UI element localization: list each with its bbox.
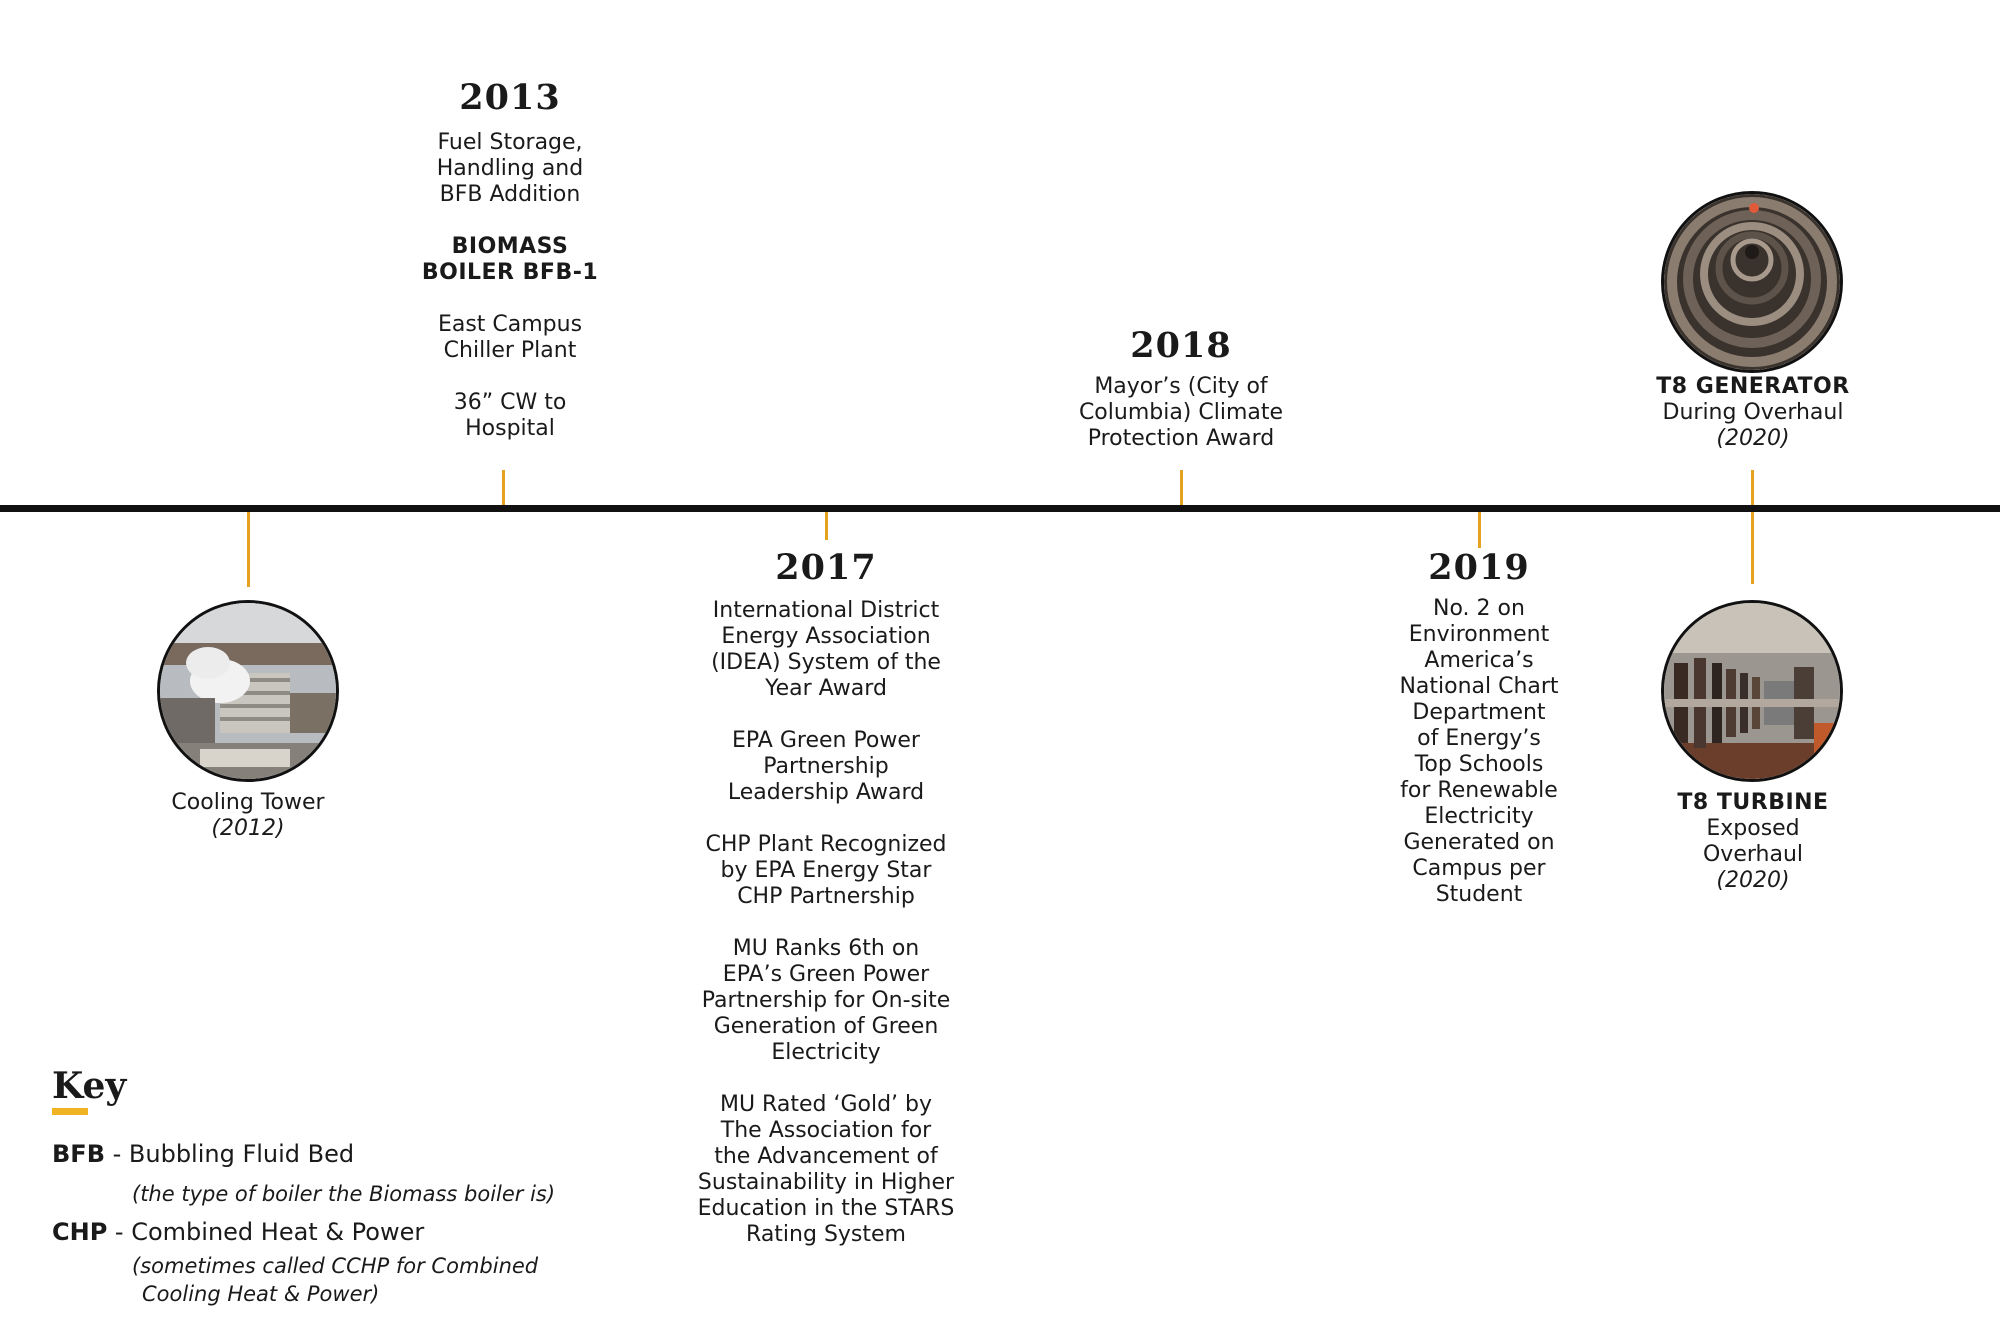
- event-line: Leadership Award: [727, 780, 925, 805]
- event-line: Top Schools: [1414, 752, 1544, 777]
- event-line: of Energy’s: [1417, 726, 1541, 751]
- event-year: 2019: [1428, 547, 1530, 588]
- photo-year: (2020): [1716, 868, 1790, 893]
- event-line: Education in the STARS: [697, 1196, 955, 1221]
- t8-generator-caption: [1622, 374, 1884, 452]
- event-text: [666, 1092, 986, 1248]
- event-line: MU Ranks 6th on: [732, 936, 920, 961]
- event-2013: [380, 78, 640, 442]
- event-line: the Advancement of: [714, 1144, 938, 1169]
- event-2019: [1359, 548, 1599, 908]
- event-text: [666, 728, 986, 806]
- event-line: Fuel Storage,: [437, 130, 583, 155]
- tick-2020-turbine: [1751, 512, 1754, 584]
- event-line: Campus per: [1412, 856, 1546, 881]
- key-abbr: BFB: [52, 1140, 105, 1168]
- event-line: 36” CW to: [453, 390, 567, 415]
- photo-label: Exposed: [1706, 816, 1800, 841]
- photo-label: Overhaul: [1702, 842, 1803, 867]
- t8-turbine-caption: [1622, 790, 1884, 894]
- event-line: Year Award: [765, 676, 887, 701]
- event-line: Student: [1435, 882, 1523, 907]
- event-2017: [666, 548, 986, 1248]
- event-line: BOILER BFB-1: [421, 260, 599, 285]
- key-row-chp: [52, 1218, 424, 1246]
- tick-2012: [247, 512, 250, 587]
- event-line: Electricity: [771, 1040, 881, 1065]
- key-note: (sometimes called CCHP for Combined: [132, 1254, 539, 1278]
- event-line: MU Rated ‘Gold’ by: [719, 1092, 933, 1117]
- event-line: EPA’s Green Power: [722, 962, 930, 987]
- event-line: (IDEA) System of the: [711, 650, 941, 675]
- event-line: Protection Award: [1087, 426, 1275, 451]
- tick-2017: [825, 512, 828, 540]
- event-text: [1359, 596, 1599, 908]
- tick-2018: [1180, 470, 1183, 505]
- event-line: Columbia) Climate: [1078, 400, 1284, 425]
- t8-generator-image: [1664, 194, 1840, 370]
- event-line: BFB Addition: [439, 182, 581, 207]
- event-text: [1041, 374, 1321, 452]
- key-title: Key: [52, 1065, 127, 1107]
- event-text: [380, 312, 640, 364]
- t8-turbine-image: [1664, 603, 1840, 779]
- event-line: International District: [712, 598, 940, 623]
- event-text: [380, 390, 640, 442]
- event-line: Mayor’s (City of: [1094, 374, 1268, 399]
- event-line: for Renewable: [1400, 778, 1558, 803]
- event-line: Rating System: [746, 1222, 906, 1247]
- photo-label: Cooling Tower: [171, 790, 325, 815]
- event-line: National Chart: [1399, 674, 1559, 699]
- event-line: BIOMASS: [451, 234, 569, 259]
- event-line: Electricity: [1424, 804, 1534, 829]
- event-line: by EPA Energy Star: [720, 858, 932, 883]
- photo-title: T8 GENERATOR: [1656, 374, 1850, 399]
- timeline-axis: [0, 505, 2000, 512]
- event-line: East Campus: [437, 312, 583, 337]
- event-2018: [1041, 326, 1321, 452]
- event-text-bold: [380, 234, 640, 286]
- key-definition: - Combined Heat & Power: [107, 1218, 425, 1246]
- event-line: The Association for: [720, 1118, 932, 1143]
- event-text: [380, 130, 640, 208]
- event-line: Generation of Green: [713, 1014, 939, 1039]
- key-row-bfb: [52, 1140, 354, 1168]
- t8-turbine-photo: [1661, 600, 1843, 782]
- key-note: (the type of boiler the Biomass boiler is): [132, 1182, 556, 1206]
- event-year: 2013: [459, 77, 561, 118]
- key-definition: - Bubbling Fluid Bed: [104, 1140, 355, 1168]
- event-year: 2017: [775, 547, 877, 588]
- event-line: America’s: [1424, 648, 1534, 673]
- event-text: [666, 936, 986, 1066]
- cooling-tower-caption: [127, 790, 369, 842]
- cooling-tower-image: [160, 603, 336, 779]
- event-line: Hospital: [465, 416, 555, 441]
- t8-generator-photo: [1661, 191, 1843, 373]
- key-note: Cooling Heat & Power): [142, 1282, 380, 1306]
- event-line: Energy Association: [721, 624, 931, 649]
- event-line: Handling and: [436, 156, 584, 181]
- photo-year: (2020): [1716, 426, 1790, 451]
- event-line: No. 2 on: [1433, 596, 1525, 621]
- tick-2013: [502, 470, 505, 505]
- event-line: Department: [1412, 700, 1546, 725]
- key-underline: [52, 1108, 88, 1115]
- cooling-tower-photo: [157, 600, 339, 782]
- photo-label: During Overhaul: [1662, 400, 1844, 425]
- event-line: EPA Green Power: [732, 728, 920, 753]
- tick-2019: [1478, 512, 1481, 548]
- event-line: Sustainability in Higher: [697, 1170, 955, 1195]
- event-line: Environment: [1408, 622, 1550, 647]
- event-text: [666, 832, 986, 910]
- event-line: Partnership for On-site: [701, 988, 951, 1013]
- photo-year: (2012): [211, 816, 285, 841]
- photo-title: T8 TURBINE: [1677, 790, 1829, 815]
- key-abbr: CHP: [52, 1218, 108, 1246]
- event-line: Partnership: [763, 754, 889, 779]
- event-line: Generated on: [1403, 830, 1555, 855]
- event-text: [666, 598, 986, 702]
- event-line: CHP Plant Recognized: [705, 832, 947, 857]
- event-line: CHP Partnership: [737, 884, 915, 909]
- tick-2020-generator: [1751, 470, 1754, 505]
- event-year: 2018: [1130, 325, 1232, 366]
- event-line: Chiller Plant: [443, 338, 577, 363]
